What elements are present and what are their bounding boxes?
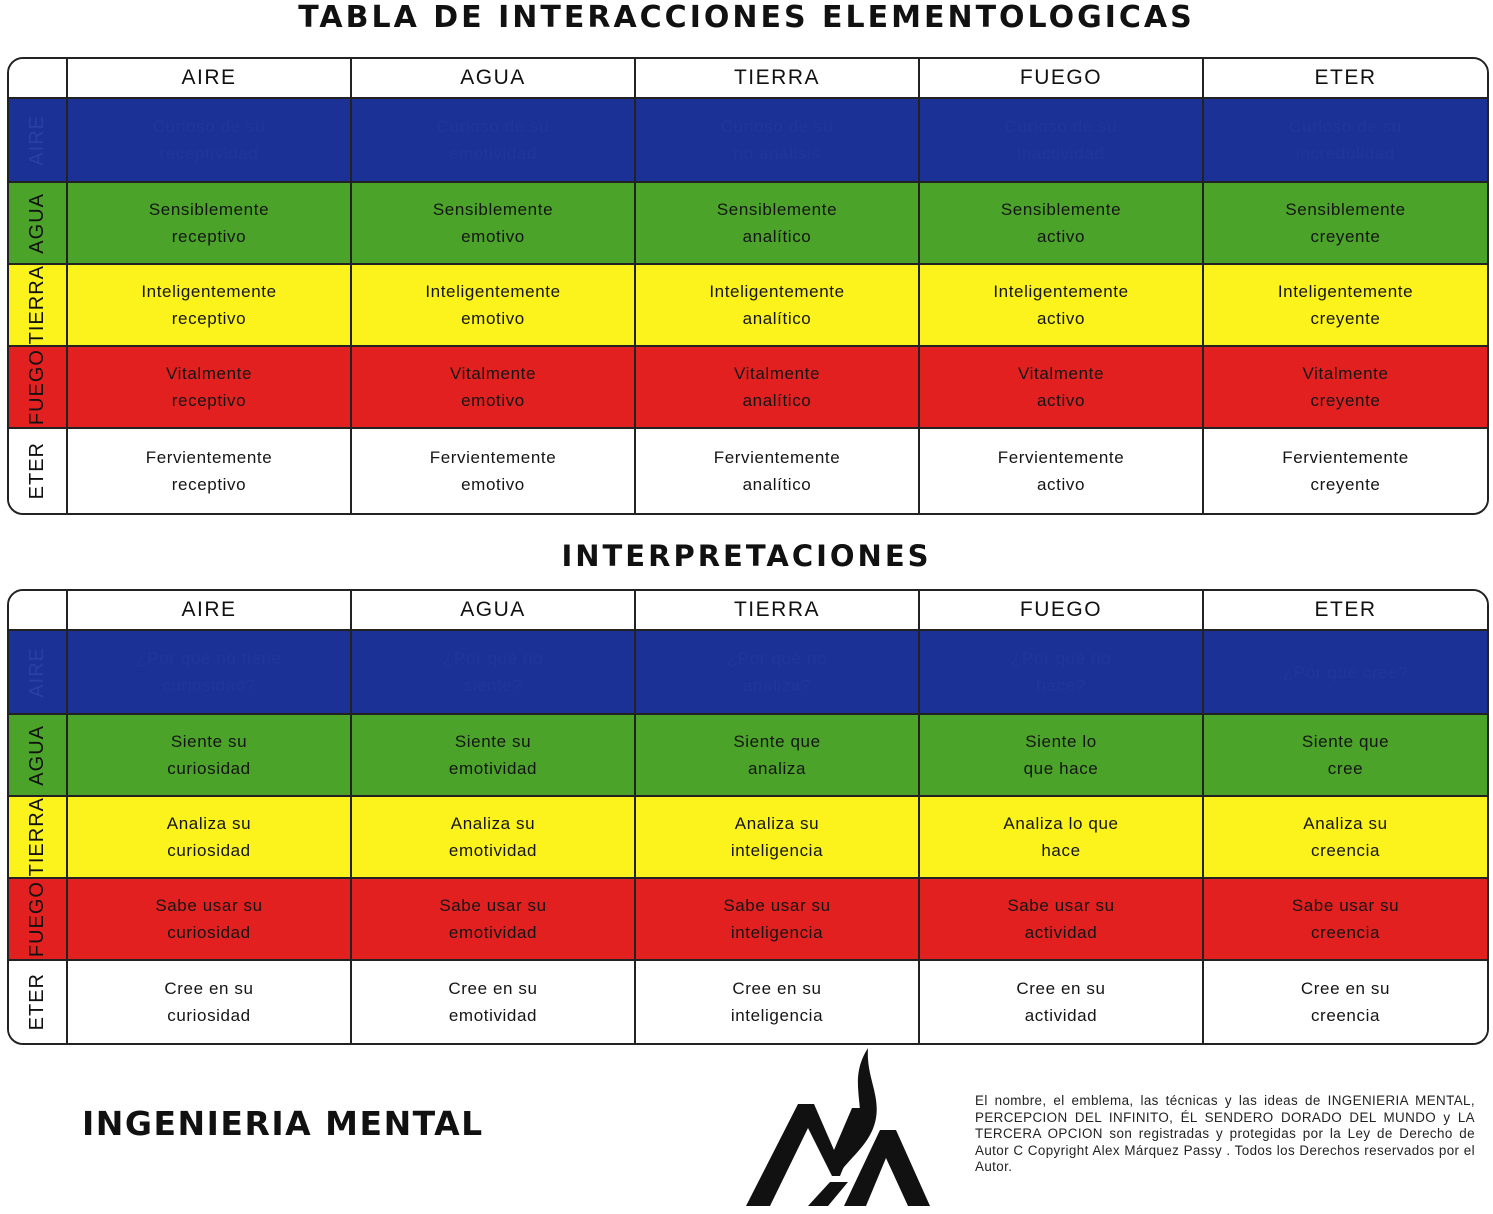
interactions-cell-aire-eter: Curioso de su incredulidad <box>1204 99 1487 183</box>
interactions-row-header-cell-tierra <box>9 265 68 347</box>
interpretations-cell-fuego-eter: Sabe usar su creencia <box>1204 879 1487 961</box>
interpretations-row-header-cell-aire <box>9 631 68 715</box>
interpretations-cell-eter-aire: Cree en su curiosidad <box>68 961 352 1043</box>
interpretations-cell-aire-eter: ¿Por qué cree? <box>1204 631 1487 715</box>
interpretations-cell-agua-tierra: Siente que analiza <box>636 715 920 797</box>
interpretations-cell-eter-tierra: Cree en su inteligencia <box>636 961 920 1043</box>
interpretations-cell-aire-agua: ¿Por qué no siente? <box>352 631 636 715</box>
interpretations-row-header-cell-agua <box>9 715 68 797</box>
interpretations-column-header-eter: ETER <box>1204 591 1487 631</box>
interactions-corner-cell <box>9 59 68 99</box>
interactions-cell-aire-aire: Curioso de su receptividad <box>68 99 352 183</box>
interactions-cell-agua-agua: Sensiblemente emotivo <box>352 183 636 265</box>
interactions-cell-eter-fuego: Fervientemente activo <box>920 429 1204 513</box>
interactions-cell-tierra-eter: Inteligentemente creyente <box>1204 265 1487 347</box>
interactions-row-header-fuego: FUEGO <box>26 348 48 426</box>
interpretations-row-header-eter: ETER <box>26 973 48 1031</box>
interactions-cell-fuego-eter: Vitalmente creyente <box>1204 347 1487 429</box>
interactions-table <box>7 57 1489 515</box>
interactions-row-header-cell-fuego <box>9 347 68 429</box>
interpretations-cell-fuego-aire: Sabe usar su curiosidad <box>68 879 352 961</box>
interactions-column-header-agua: AGUA <box>352 59 636 99</box>
interpretations-row-header-agua: AGUA <box>26 724 48 786</box>
interactions-cell-fuego-tierra: Vitalmente analítico <box>636 347 920 429</box>
interactions-cell-aire-agua: Curioso de su emotividad <box>352 99 636 183</box>
interpretations-cell-tierra-tierra: Analiza su inteligencia <box>636 797 920 879</box>
interpretations-cell-eter-eter: Cree en su creencia <box>1204 961 1487 1043</box>
copyright-notice: El nombre, el emblema, las técnicas y las ideas de INGENIERIA MENTAL, PERCEPCION DEL INFINITO, ÉL SENDERO DORADO DEL MUNDO y LA TERCERA OPCION son registradas y protegidas por la Ley de Derecho de Autor C Copyright Alex Márquez Passy . Todos los Derechos reservados por el Autor. <box>975 1093 1475 1175</box>
interactions-column-header-eter: ETER <box>1204 59 1487 99</box>
interactions-cell-tierra-fuego: Inteligentemente activo <box>920 265 1204 347</box>
interpretations-cell-aire-aire: ¿Por qué no tiene curiosidad? <box>68 631 352 715</box>
interpretations-cell-agua-fuego: Siente lo que hace <box>920 715 1204 797</box>
interpretations-cell-fuego-agua: Sabe usar su emotividad <box>352 879 636 961</box>
page-title: TABLA DE INTERACCIONES ELEMENTOLOGICAS <box>298 0 1195 35</box>
interactions-row-header-tierra: TIERRA <box>26 265 48 345</box>
interactions-cell-agua-eter: Sensiblemente creyente <box>1204 183 1487 265</box>
interpretations-cell-agua-eter: Siente que cree <box>1204 715 1487 797</box>
interactions-cell-fuego-agua: Vitalmente emotivo <box>352 347 636 429</box>
interactions-cell-eter-tierra: Fervientemente analítico <box>636 429 920 513</box>
interpretations-cell-fuego-tierra: Sabe usar su inteligencia <box>636 879 920 961</box>
interactions-column-header-fuego: FUEGO <box>920 59 1204 99</box>
interactions-row-header-aire: AIRE <box>26 114 48 166</box>
section-title: INTERPRETACIONES <box>561 539 932 573</box>
interpretations-table <box>7 589 1489 1045</box>
interpretations-cell-aire-tierra: ¿Por qué no analiza? <box>636 631 920 715</box>
interactions-cell-agua-fuego: Sensiblemente activo <box>920 183 1204 265</box>
interactions-cell-aire-fuego: Curioso de su inactividad <box>920 99 1204 183</box>
interpretations-column-header-aire: AIRE <box>68 591 352 631</box>
interpretations-cell-eter-fuego: Cree en su actividad <box>920 961 1204 1043</box>
interpretations-corner-cell <box>9 591 68 631</box>
interpretations-cell-tierra-fuego: Analiza lo que hace <box>920 797 1204 879</box>
im-flame-emblem-icon <box>740 1046 935 1211</box>
interpretations-cell-eter-agua: Cree en su emotividad <box>352 961 636 1043</box>
interactions-cell-agua-tierra: Sensiblemente analítico <box>636 183 920 265</box>
interactions-row-header-cell-aire <box>9 99 68 183</box>
interactions-row-header-agua: AGUA <box>26 192 48 254</box>
interpretations-row-header-aire: AIRE <box>26 646 48 698</box>
interpretations-cell-tierra-eter: Analiza su creencia <box>1204 797 1487 879</box>
interactions-cell-eter-agua: Fervientemente emotivo <box>352 429 636 513</box>
interactions-column-header-tierra: TIERRA <box>636 59 920 99</box>
brand-name: INGENIERIA MENTAL <box>82 1104 484 1143</box>
interactions-cell-agua-aire: Sensiblemente receptivo <box>68 183 352 265</box>
interpretations-cell-agua-aire: Siente su curiosidad <box>68 715 352 797</box>
interactions-column-header-aire: AIRE <box>68 59 352 99</box>
interactions-cell-fuego-fuego: Vitalmente activo <box>920 347 1204 429</box>
interpretations-row-header-fuego: FUEGO <box>26 880 48 958</box>
interpretations-cell-tierra-agua: Analiza su emotividad <box>352 797 636 879</box>
interpretations-column-header-agua: AGUA <box>352 591 636 631</box>
interactions-row-header-eter: ETER <box>26 442 48 500</box>
interactions-row-header-cell-eter <box>9 429 68 513</box>
interactions-cell-tierra-agua: Inteligentemente emotivo <box>352 265 636 347</box>
interpretations-cell-fuego-fuego: Sabe usar su actividad <box>920 879 1204 961</box>
interpretations-cell-aire-fuego: ¿Por qué no hace? <box>920 631 1204 715</box>
interactions-cell-eter-eter: Fervientemente creyente <box>1204 429 1487 513</box>
interpretations-row-header-cell-tierra <box>9 797 68 879</box>
interactions-row-header-cell-agua <box>9 183 68 265</box>
interpretations-row-header-cell-fuego <box>9 879 68 961</box>
interactions-cell-aire-tierra: Curioso de su no análisis <box>636 99 920 183</box>
interactions-cell-tierra-aire: Inteligentemente receptivo <box>68 265 352 347</box>
interpretations-cell-tierra-aire: Analiza su curiosidad <box>68 797 352 879</box>
interpretations-cell-agua-agua: Siente su emotividad <box>352 715 636 797</box>
interpretations-row-header-cell-eter <box>9 961 68 1043</box>
interactions-cell-tierra-tierra: Inteligentemente analítico <box>636 265 920 347</box>
interactions-cell-fuego-aire: Vitalmente receptivo <box>68 347 352 429</box>
interpretations-column-header-fuego: FUEGO <box>920 591 1204 631</box>
interpretations-column-header-tierra: TIERRA <box>636 591 920 631</box>
interactions-cell-eter-aire: Fervientemente receptivo <box>68 429 352 513</box>
interpretations-row-header-tierra: TIERRA <box>26 797 48 877</box>
